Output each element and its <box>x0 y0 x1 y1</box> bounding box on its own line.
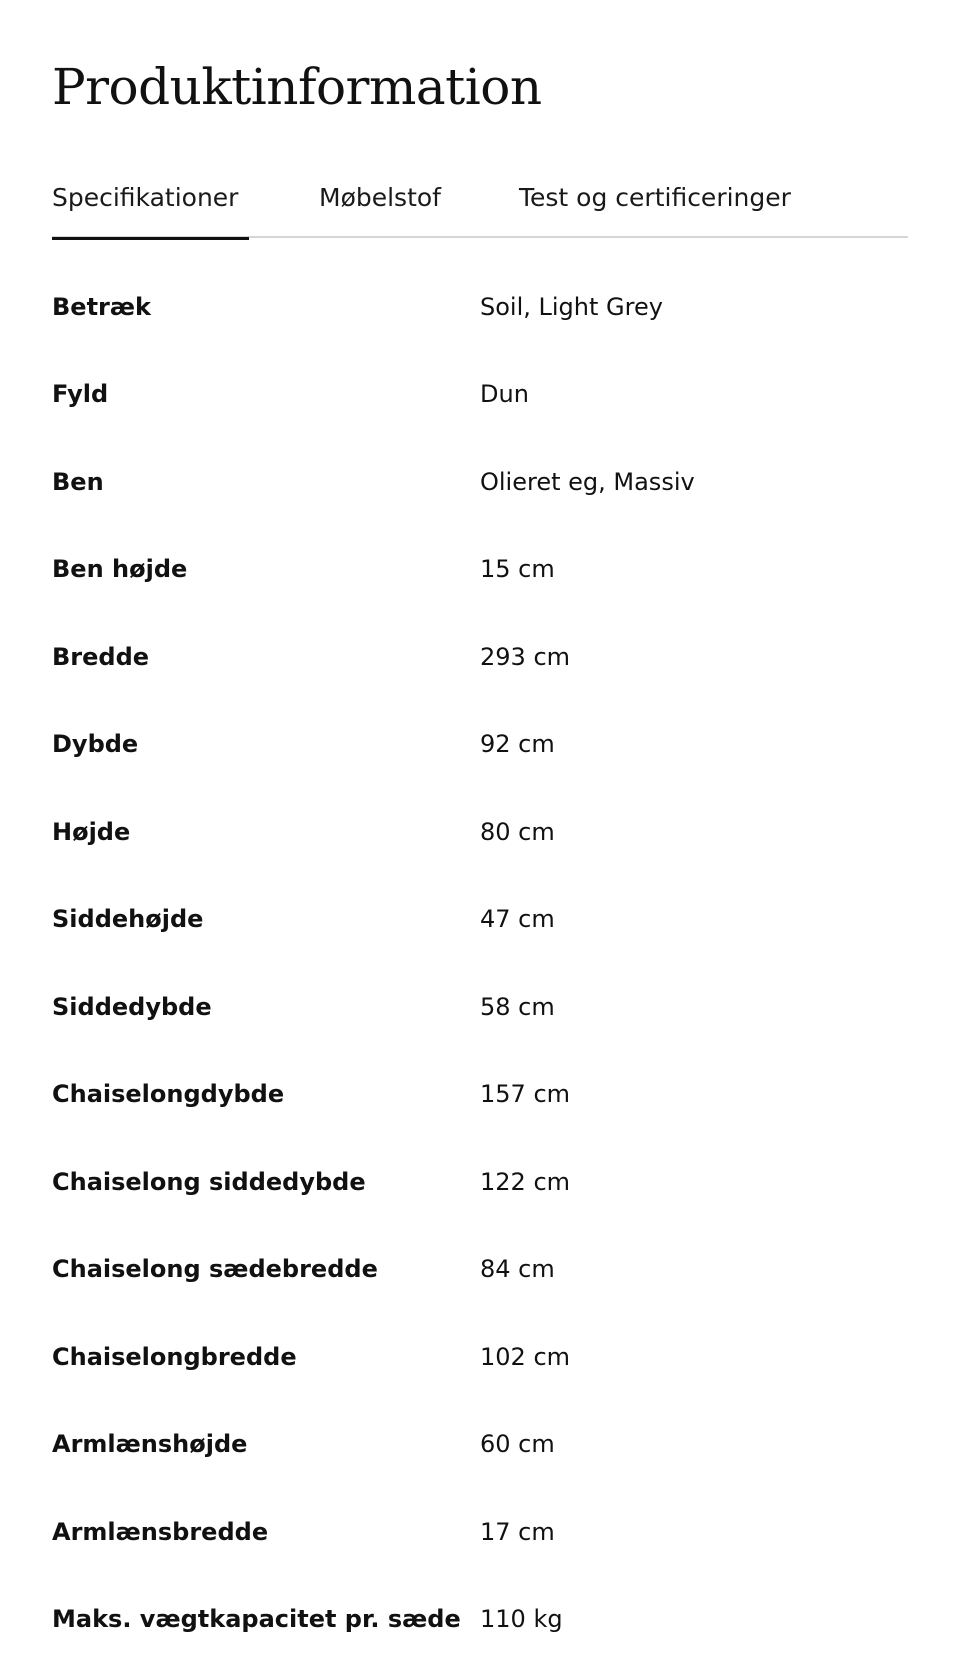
spec-label: Fyld <box>52 380 109 409</box>
spec-row-armlaensbredde <box>52 1488 908 1576</box>
spec-row-chaiselongbredde <box>52 1313 908 1401</box>
page-title: Produktinformation <box>52 58 542 116</box>
spec-label: Armlænsbredde <box>52 1517 269 1546</box>
spec-value: 157 cm <box>480 1080 571 1109</box>
tab-bar <box>52 168 908 238</box>
spec-row-chaiselong-saedebredde <box>52 1226 908 1314</box>
spec-row-bredde <box>52 613 908 701</box>
spec-row-chaiselong-siddedybde <box>52 1138 908 1226</box>
spec-row-maks-vaegtkapacitet <box>52 1576 908 1664</box>
spec-value: 58 cm <box>480 992 555 1021</box>
spec-label: Siddedybde <box>52 992 212 1021</box>
spec-value: 102 cm <box>480 1342 571 1371</box>
spec-row-betraek <box>52 263 908 351</box>
spec-row-armlaenshojde <box>52 1401 908 1489</box>
spec-value: 122 cm <box>480 1167 571 1196</box>
tab-mobelstof[interactable]: Møbelstof <box>319 183 441 212</box>
spec-row-siddehojde <box>52 876 908 964</box>
spec-label: Betræk <box>52 292 151 321</box>
spec-label: Chaiselong sædebredde <box>52 1255 378 1284</box>
spec-row-ben-hojde <box>52 526 908 614</box>
spec-label: Maks. vægtkapacitet pr. sæde <box>52 1605 461 1634</box>
spec-value: 84 cm <box>480 1255 555 1284</box>
spec-label: Dybde <box>52 730 139 759</box>
spec-label: Bredde <box>52 642 150 671</box>
spec-value: Dun <box>480 380 529 409</box>
spec-value: Soil, Light Grey <box>480 292 663 321</box>
tab-test-og-certificeringer[interactable]: Test og certificeringer <box>519 183 791 212</box>
spec-value: 80 cm <box>480 817 555 846</box>
spec-table <box>52 263 908 1663</box>
spec-value: 293 cm <box>480 642 571 671</box>
spec-label: Højde <box>52 817 131 846</box>
spec-label: Chaiselong siddedybde <box>52 1167 366 1196</box>
spec-value: Olieret eg, Massiv <box>480 467 695 496</box>
spec-label: Armlænshøjde <box>52 1430 248 1459</box>
spec-label: Chaiselongdybde <box>52 1080 285 1109</box>
spec-label: Ben <box>52 467 104 496</box>
spec-value: 60 cm <box>480 1430 555 1459</box>
spec-row-siddedybde <box>52 963 908 1051</box>
spec-row-fyld <box>52 351 908 439</box>
spec-value: 17 cm <box>480 1517 555 1546</box>
spec-label: Chaiselongbredde <box>52 1342 297 1371</box>
spec-value: 110 kg <box>480 1605 563 1634</box>
spec-row-dybde <box>52 701 908 789</box>
spec-label: Siddehøjde <box>52 905 204 934</box>
spec-value: 92 cm <box>480 730 555 759</box>
tab-specifikationer[interactable]: Specifikationer <box>52 168 249 238</box>
spec-row-ben <box>52 438 908 526</box>
spec-value: 47 cm <box>480 905 555 934</box>
spec-value: 15 cm <box>480 555 555 584</box>
spec-label: Ben højde <box>52 555 188 584</box>
spec-row-chaiselongdybde <box>52 1051 908 1139</box>
spec-row-hojde <box>52 788 908 876</box>
